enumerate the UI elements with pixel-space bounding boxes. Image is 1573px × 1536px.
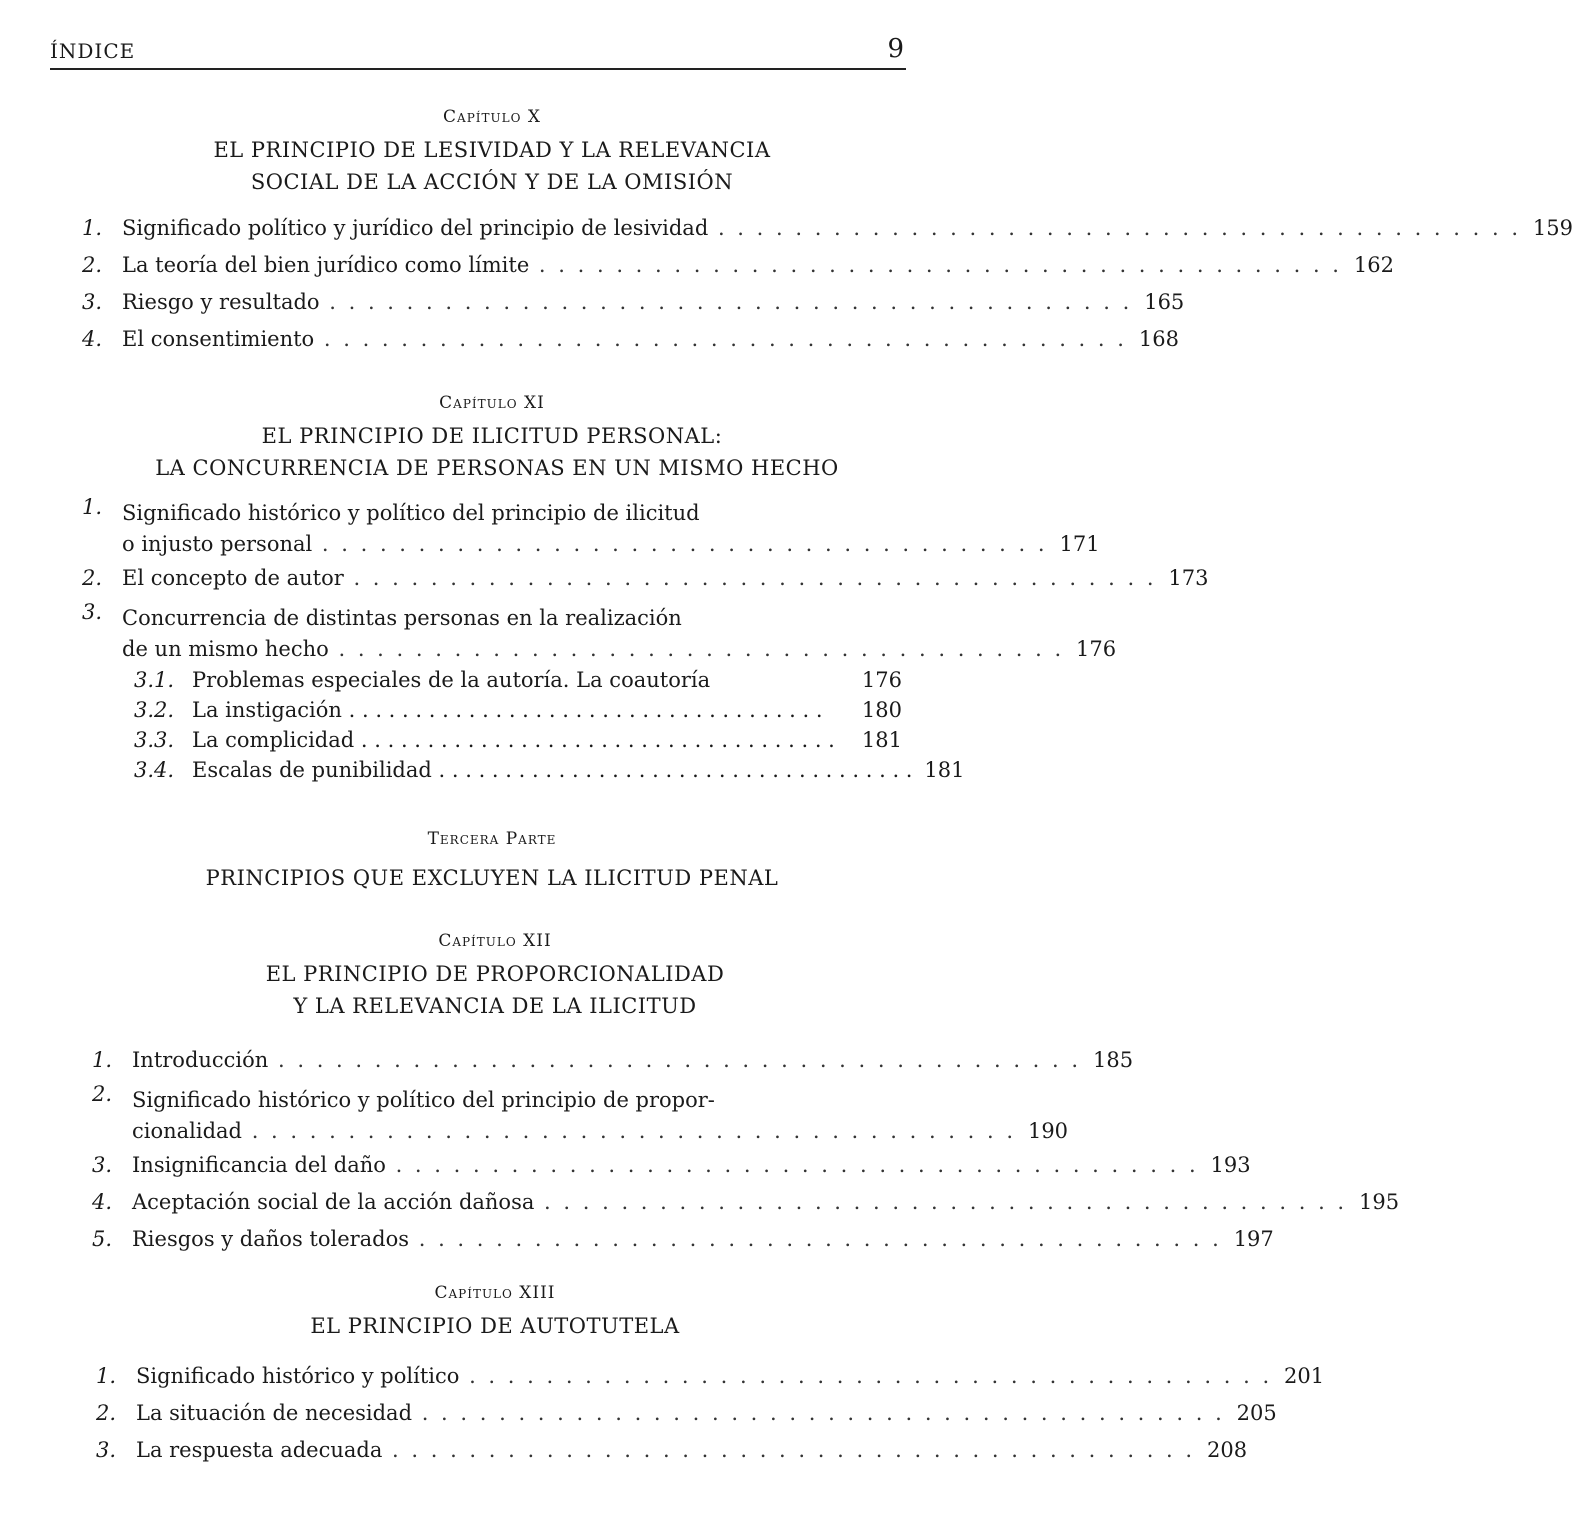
chapter-heading-line-2: LA CONCURRENCIA DE PERSONAS EN UN MISMO HECHO xyxy=(155,456,839,480)
toc-entry[interactable]: 2. Significado histórico y político del principio de propor- cionalidad . . . . . . . . . . . . . . . . . . . . . . . . . . . . . . . . . . . . . . . . 190 xyxy=(92,1079,908,1147)
subentry-page: 181 xyxy=(924,758,965,782)
entry-title: Insignificancia del daño xyxy=(132,1153,386,1177)
entry-title-line-1: Significado histórico y político del principio de propor- xyxy=(132,1088,715,1112)
toc-list xyxy=(82,492,1209,785)
chapter-xii xyxy=(82,930,1400,1258)
entry-number: 1. xyxy=(82,495,103,519)
entry-number: 1. xyxy=(82,216,103,240)
toc-entry[interactable]: 2. El concepto de autor . . . . . . . . . . . . . . . . . . . . . . . . . . . . . . . . . . . . . . . . . . 173 xyxy=(82,560,902,597)
entry-page: 168 xyxy=(1138,327,1179,351)
chapter-heading xyxy=(82,958,908,1022)
entry-title: La situación de necesidad xyxy=(136,1401,413,1425)
toc-subentry[interactable]: 3.3. La complicidad . . . . . . . . . . . . . . . . . . . . . . . . . . . . . . . . . . . . 181 xyxy=(82,725,902,755)
toc-entry[interactable]: 3. Insignificancia del daño . . . . . . . . . . . . . . . . . . . . . . . . . . . . . . . . . . . . . . . . . . 193 xyxy=(92,1147,908,1184)
chapter-x xyxy=(82,106,1573,358)
chapter-heading-line-1: EL PRINCIPIO DE PROPORCIONALIDAD xyxy=(265,962,725,986)
subentry-title: La complicidad xyxy=(192,728,355,752)
chapter-heading-line-2: SOCIAL DE LA ACCIÓN Y DE LA OMISIÓN xyxy=(250,170,734,194)
entry-page: 173 xyxy=(1168,566,1209,590)
toc-entry[interactable]: 5. Riesgos y daños tolerados . . . . . . . . . . . . . . . . . . . . . . . . . . . . . . . . . . . . . . . . . . 197 xyxy=(92,1221,908,1258)
entry-page: 195 xyxy=(1359,1190,1400,1214)
chapter-heading-line-1: EL PRINCIPIO DE ILICITUD PERSONAL: xyxy=(261,424,723,448)
part-label: Tercera Parte xyxy=(427,829,557,849)
entry-title: Significado político y jurídico del principio de lesividad xyxy=(122,216,709,240)
toc-entry[interactable]: 4. El consentimiento . . . . . . . . . . . . . . . . . . . . . . . . . . . . . . . . . . . . . . . . . . 168 xyxy=(82,321,902,358)
chapter-heading-line-2: Y LA RELEVANCIA DE LA ILICITUD xyxy=(293,994,697,1018)
entry-number: 3. xyxy=(82,600,103,624)
toc-entry[interactable]: 1. Significado político y jurídico del principio de lesividad . . . . . . . . . . . . . . . . . . . . . . . . . . . . . . . . . . . . . . . . . . 159 xyxy=(82,210,902,247)
subentry-title: Problemas especiales de la autoría. La coautoría xyxy=(192,668,711,692)
toc-subentry[interactable]: 3.2. La instigación . . . . . . . . . . . . . . . . . . . . . . . . . . . . . . . . . . . . 180 xyxy=(82,695,902,725)
entry-title: Introducción xyxy=(132,1048,269,1072)
entry-title-line-1: Concurrencia de distintas personas en la realización xyxy=(122,606,682,630)
entry-number: 5. xyxy=(92,1227,113,1251)
entry-title: Aceptación social de la acción dañosa xyxy=(132,1190,535,1214)
entry-title: Riesgo y resultado xyxy=(122,290,320,314)
subentry-title: Escalas de punibilidad xyxy=(192,758,432,782)
subentry-number: 3.1. xyxy=(134,668,175,692)
entry-number: 4. xyxy=(82,327,103,351)
entry-title: La teoría del bien jurídico como límite xyxy=(122,253,530,277)
entry-number: 2. xyxy=(82,253,103,277)
subentry-page: 176 xyxy=(861,668,902,692)
chapter-label: Capítulo X xyxy=(443,107,541,127)
chapter-xi xyxy=(82,392,1209,785)
toc-entry[interactable]: 1. Introducción . . . . . . . . . . . . . . . . . . . . . . . . . . . . . . . . . . . . . . . . . . 185 xyxy=(92,1042,908,1079)
part-heading: PRINCIPIOS QUE EXCLUYEN LA ILICITUD PENAL xyxy=(205,866,779,890)
subentry-page: 180 xyxy=(861,698,902,722)
entry-page: 162 xyxy=(1353,253,1394,277)
entry-title: La respuesta adecuada xyxy=(136,1438,383,1462)
toc-entry[interactable]: 1. Significado histórico y político del principio de ilicitud o injusto personal . . . . . . . . . . . . . . . . . . . . . . . . . . . . . . . . . . . . . . 171 xyxy=(82,492,902,560)
toc-entry[interactable]: 2. La teoría del bien jurídico como límite . . . . . . . . . . . . . . . . . . . . . . . . . . . . . . . . . . . . . . . . . . 162 xyxy=(82,247,902,284)
entry-page: 176 xyxy=(1076,637,1117,661)
chapter-heading-line-1: EL PRINCIPIO DE LESIVIDAD Y LA RELEVANCIA xyxy=(213,138,771,162)
chapter-heading: EL PRINCIPIO DE AUTOTUTELA xyxy=(310,1314,680,1338)
toc-entry[interactable]: 4. Aceptación social de la acción dañosa . . . . . . . . . . . . . . . . . . . . . . . . . . . . . . . . . . . . . . . . . . 195 xyxy=(92,1184,908,1221)
entry-number: 1. xyxy=(92,1048,113,1072)
subentry-number: 3.3. xyxy=(134,728,175,752)
entry-page: 208 xyxy=(1207,1438,1248,1462)
toc-entry[interactable]: 3. Riesgo y resultado . . . . . . . . . . . . . . . . . . . . . . . . . . . . . . . . . . . . . . . . . . 165 xyxy=(82,284,902,321)
entry-title: El concepto de autor xyxy=(122,566,344,590)
entry-title: El consentimiento xyxy=(122,327,315,351)
chapter-label: Capítulo XI xyxy=(439,393,545,413)
entry-number: 3. xyxy=(96,1438,117,1462)
entry-number: 4. xyxy=(92,1190,113,1214)
toc-entry[interactable]: 1. Significado histórico y político . . . . . . . . . . . . . . . . . . . . . . . . . . . . . . . . . . . . . . . . . . 201 xyxy=(96,1358,908,1395)
page-number: 9 xyxy=(887,34,904,64)
subentry-title: La instigación xyxy=(192,698,342,722)
entry-number: 2. xyxy=(96,1401,117,1425)
toc-entry[interactable]: 3. Concurrencia de distintas personas en la realización de un mismo hecho . . . . . . . . . . . . . . . . . . . . . . . . . . . . . . . . . . . . . . 176 xyxy=(82,597,902,665)
entry-page: 197 xyxy=(1233,1227,1274,1251)
entry-title-line-2: de un mismo hecho xyxy=(122,637,329,661)
entry-title-line-2: o injusto personal xyxy=(122,532,313,556)
entry-number: 2. xyxy=(82,566,103,590)
entry-page: 185 xyxy=(1092,1048,1134,1072)
chapter-heading xyxy=(82,134,902,198)
running-title: ÍNDICE xyxy=(50,39,136,63)
entry-number: 2. xyxy=(92,1082,113,1106)
chapter-heading xyxy=(82,420,902,484)
entry-page: 193 xyxy=(1210,1153,1251,1177)
part-three xyxy=(82,828,902,894)
subentry-page: 181 xyxy=(861,728,902,752)
entry-title-line-1: Significado histórico y político del principio de ilicitud xyxy=(122,501,700,525)
chapter-label: Capítulo XIII xyxy=(434,1283,556,1303)
toc-list xyxy=(82,1358,1325,1469)
entry-page: 205 xyxy=(1236,1401,1277,1425)
entry-page: 159 xyxy=(1532,216,1573,240)
toc-list xyxy=(82,1042,1400,1258)
entry-page: 165 xyxy=(1144,290,1185,314)
running-header xyxy=(50,30,906,70)
entry-number: 1. xyxy=(96,1364,117,1388)
toc-list xyxy=(82,210,1573,358)
chapter-label: Capítulo XII xyxy=(438,931,552,951)
entry-title: Riesgos y daños tolerados xyxy=(132,1227,410,1251)
entry-title: Significado histórico y político xyxy=(136,1364,460,1388)
entry-page: 171 xyxy=(1059,532,1100,556)
entry-number: 3. xyxy=(92,1153,113,1177)
subentry-number: 3.2. xyxy=(134,698,175,722)
toc-subentry[interactable]: 3.4. Escalas de punibilidad . . . . . . . . . . . . . . . . . . . . . . . . . . . . . . . . . . . . 181 xyxy=(82,755,902,785)
toc-entry[interactable]: 2. La situación de necesidad . . . . . . . . . . . . . . . . . . . . . . . . . . . . . . . . . . . . . . . . . . 205 xyxy=(96,1395,908,1432)
entry-title-line-2: cionalidad xyxy=(132,1119,243,1143)
subentry-number: 3.4. xyxy=(134,758,175,782)
entry-number: 3. xyxy=(82,290,103,314)
toc-entry[interactable]: 3. La respuesta adecuada . . . . . . . . . . . . . . . . . . . . . . . . . . . . . . . . . . . . . . . . . . 208 xyxy=(96,1432,908,1469)
toc-subentry[interactable] xyxy=(82,665,902,695)
chapter-xiii xyxy=(82,1282,1325,1469)
entry-page: 190 xyxy=(1027,1119,1069,1143)
entry-page: 201 xyxy=(1284,1364,1325,1388)
